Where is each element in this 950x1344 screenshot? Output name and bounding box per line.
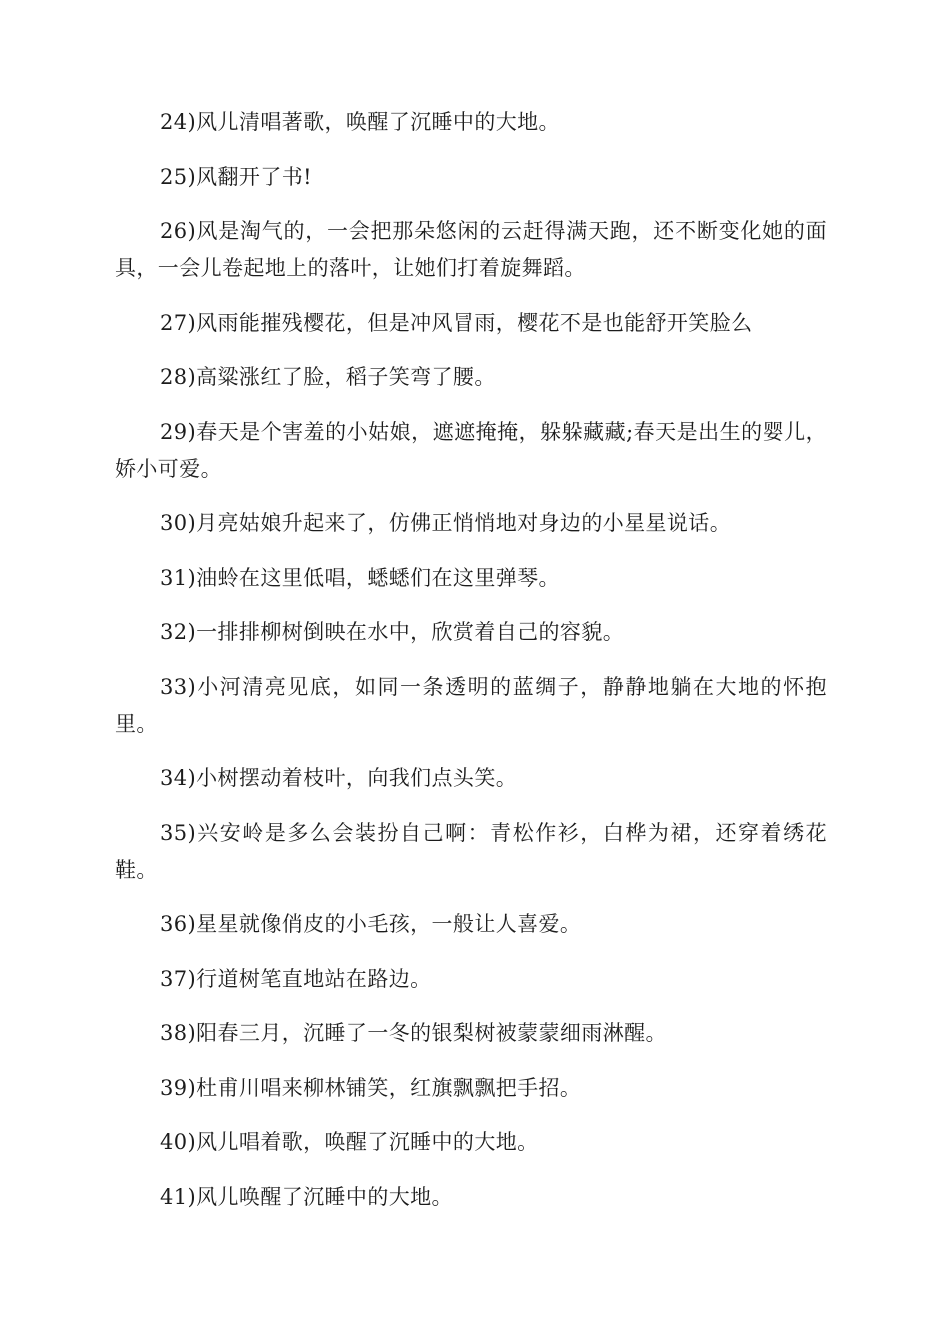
paragraph-35: 35)兴安岭是多么会装扮自己啊：青松作衫，白桦为裙，还穿着绣花鞋。 xyxy=(115,820,827,882)
paragraph-24: 24)风儿清唱著歌，唤醒了沉睡中的大地。 xyxy=(160,110,560,134)
paragraph-39: 39)杜甫川唱来柳林铺笑，红旗飘飘把手招。 xyxy=(160,1075,582,1100)
paragraph-33: 33)小河清亮见底，如同一条透明的蓝绸子，静静地躺在大地的怀抱里。 xyxy=(115,674,827,736)
paragraph-34: 34)小树摆动着枝叶，向我们点头笑。 xyxy=(160,766,518,790)
paragraph-40: 40)风儿唱着歌，唤醒了沉睡中的大地。 xyxy=(160,1130,539,1154)
paragraph-31: 31)油蛉在这里低唱，蟋蟋们在这里弹琴。 xyxy=(160,565,560,590)
paragraph-27: 27)风雨能摧残樱花，但是冲风冒雨，樱花不是也能舒开笑脸么 xyxy=(160,310,753,335)
paragraph-36: 36)星星就像俏皮的小毛孩，一般让人喜爱。 xyxy=(160,912,582,936)
paragraph-30: 30)月亮姑娘升起来了，仿佛正悄悄地对身边的小星星说话。 xyxy=(160,511,732,535)
paragraph-41: 41)风儿唤醒了沉睡中的大地。 xyxy=(160,1184,453,1209)
paragraph-38: 38)阳春三月，沉睡了一冬的银梨树被蒙蒙细雨淋醒。 xyxy=(160,1021,667,1045)
paragraph-32: 32)一排排柳树倒映在水中，欣赏着自己的容貌。 xyxy=(160,620,625,644)
paragraph-29: 29)春天是个害羞的小姑娘，遮遮掩掩，躲躲藏藏;春天是出生的婴儿，娇小可爱。 xyxy=(115,419,827,481)
paragraph-26: 26)风是淘气的，一会把那朵悠闲的云赶得满天跑，还不断变化她的面具，一会儿卷起地上的落叶，让她们打着旋舞蹈。 xyxy=(115,219,827,280)
paragraph-25: 25)风翻开了书! xyxy=(160,164,312,189)
document-body xyxy=(115,104,827,1233)
paragraph-37: 37)行道树笔直地站在路边。 xyxy=(160,966,432,991)
paragraph-28: 28)高粱涨红了脸，稻子笑弯了腰。 xyxy=(160,365,496,389)
